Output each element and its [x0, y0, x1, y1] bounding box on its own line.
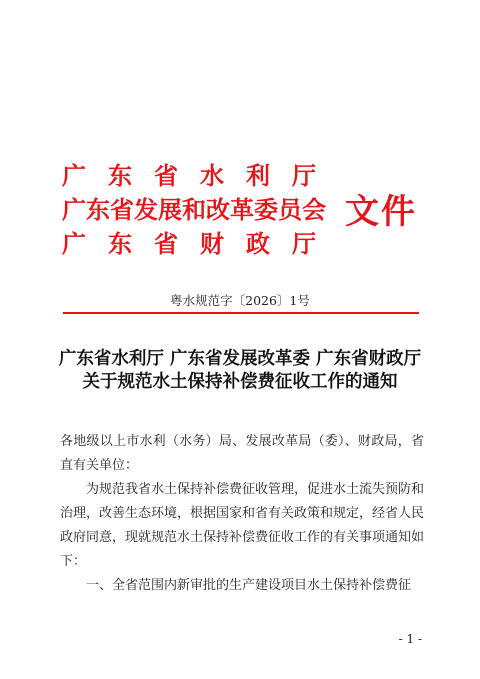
issuing-agency-development-reform: 广东省发展和改革委员会 [62, 195, 326, 224]
addressee-paragraph: 各地级以上市水利（水务）局、发展改革局（委）、财政局，省直有关单位： [60, 434, 424, 473]
body-paragraph-1: 为规范我省水土保持补偿费征收管理，促进水土流失预防和治理，改善生态环境，根据国家和省有关政策和规定，经省人民政府同意，现就规范水土保持补偿费征收工作的有关事项通知如下： [60, 482, 425, 569]
document-title-line-2: 关于规范水土保持补偿费征收工作的通知 [82, 372, 398, 392]
document-title-line-1: 广东省水利厅 广东省发展改革委 广东省财政厅 [58, 349, 422, 369]
body-paragraph-2: 一、全省范围内新审批的生产建设项目水土保持补偿费征 [86, 578, 412, 593]
red-separator-line [63, 312, 419, 314]
document-number: 粤水规范字〔2026〕1号 [170, 293, 310, 308]
page-number: - 1 - [398, 632, 422, 646]
document-type-label: 文件 [345, 192, 417, 232]
issuing-agency-finance: 广东省财政厅 [62, 229, 338, 258]
issuing-agency-water-resources: 广东省水利厅 [62, 161, 338, 190]
